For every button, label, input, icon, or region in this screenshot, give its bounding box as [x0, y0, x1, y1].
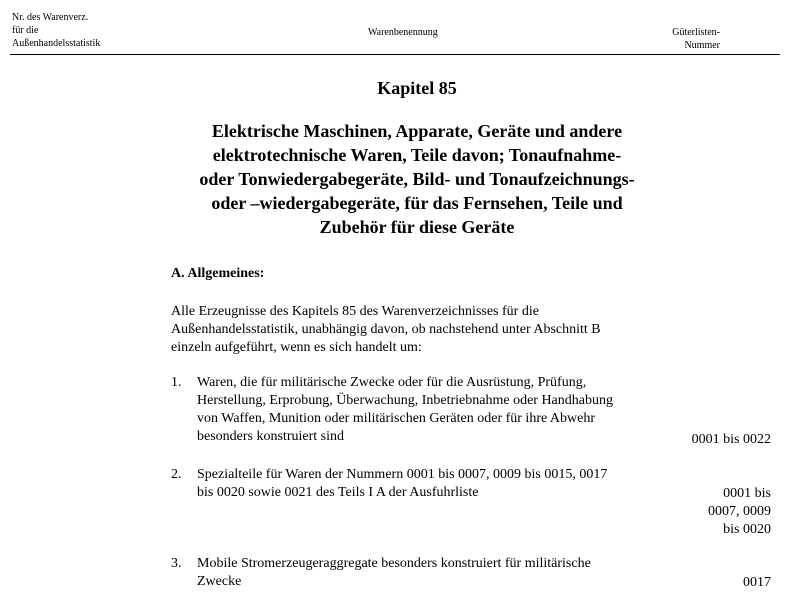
chapter-title-line: Zubehör für diese Geräte: [319, 217, 515, 237]
header-column-list-number: [672, 26, 720, 52]
header-column-description: Warenbenennung: [368, 27, 438, 38]
list-item-code: [743, 574, 771, 592]
list-item-number: 3.: [171, 556, 182, 571]
list-item-code-line: 0001 bis: [723, 486, 771, 501]
header-column-number-line: für die: [12, 25, 39, 36]
list-item-code-line: bis 0020: [723, 522, 771, 537]
section-heading: A. Allgemeines:: [171, 266, 265, 281]
list-item-text-line: Waren, die für militärische Zwecke oder für die Ausrüstung, Prüfung,: [197, 375, 587, 390]
list-item-text-line: Zwecke: [197, 574, 242, 589]
chapter-title-line: oder Tonwiedergabegeräte, Bild- und Tonaufzeichnungs-: [199, 169, 635, 189]
header-column-number-line: Nr. des Warenverz.: [12, 12, 89, 23]
list-item-code: [708, 485, 771, 539]
list-item-text-line: besonders konstruiert sind: [197, 429, 344, 444]
list-item-code-line: 0017: [743, 575, 771, 590]
chapter-title-line: elektrotechnische Waren, Teile davon; Tonaufnahme-: [212, 145, 622, 165]
section-intro-line: Außenhandelsstatistik, unabhängig davon, ob nachstehend unter Abschnitt B: [171, 322, 601, 337]
list-item-number: 2.: [171, 467, 182, 482]
list-item-text-line: bis 0020 sowie 0021 des Teils I A der Ausfuhrliste: [197, 485, 479, 500]
section-intro: [171, 303, 691, 357]
list-item-text-line: von Waffen, Munition oder militärischen Geräten oder für ihre Abwehr: [197, 411, 596, 426]
section-intro-line: Alle Erzeugnisse des Kapitels 85 des Warenverzeichnisses für die: [171, 304, 539, 319]
list-item: [0, 555, 800, 595]
list-item: [0, 374, 800, 454]
chapter-title-line: Elektrische Maschinen, Apparate, Geräte und andere: [211, 121, 623, 141]
list-item-number: 1.: [171, 375, 182, 390]
list-item-text: [197, 466, 667, 502]
list-item-text-line: Spezialteile für Waren der Nummern 0001 bis 0007, 0009 bis 0015, 0017: [197, 467, 608, 482]
header-column-number: [12, 11, 100, 50]
header-divider: [10, 54, 780, 55]
chapter-title-line: oder –wiedergabegeräte, für das Fernsehen, Teile und: [211, 193, 623, 213]
chapter-number: Kapitel 85: [377, 78, 457, 98]
list-item-code-line: 0001 bis 0022: [691, 432, 771, 447]
header-column-list-number-line: Nummer: [684, 40, 720, 51]
header-column-list-number-line: Güterlisten-: [672, 27, 720, 38]
header-column-number-line: Außenhandelsstatistik: [12, 38, 101, 49]
list-item-text-line: Mobile Stromerzeugeraggregate besonders konstruiert für militärische: [197, 556, 591, 571]
list-item-text: [197, 374, 667, 446]
section-intro-line: einzeln aufgeführt, wenn es sich handelt um:: [171, 340, 422, 355]
list-item-code: [692, 431, 771, 449]
list-item: [0, 466, 800, 546]
table-header: [0, 0, 800, 56]
list-item-code-line: 0007, 0009: [708, 504, 771, 519]
list-item-text: [197, 555, 667, 591]
list-item-text-line: Herstellung, Erprobung, Überwachung, Inbetriebnahme oder Handhabung: [197, 393, 613, 408]
chapter-title: [0, 119, 800, 239]
